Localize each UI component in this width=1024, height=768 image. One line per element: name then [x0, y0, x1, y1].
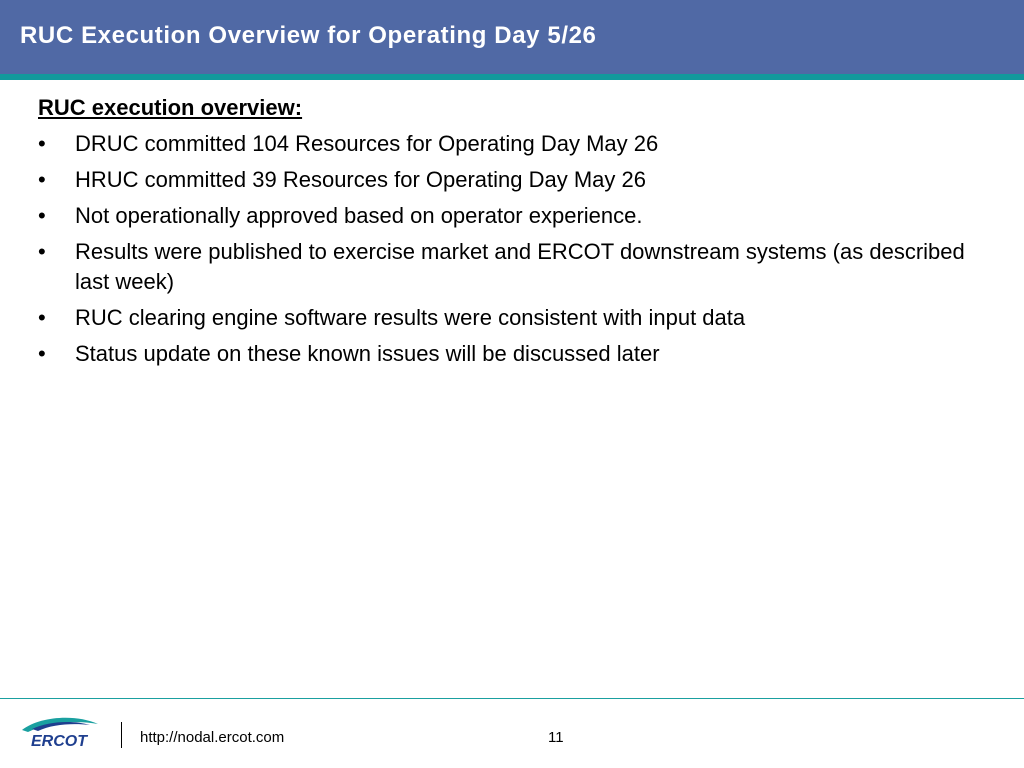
- bullet-dot-icon: •: [38, 305, 46, 330]
- bullet-text: Status update on these known issues will be discussed later: [75, 341, 660, 366]
- bullet-item: [38, 237, 988, 297]
- bullet-item: [38, 165, 988, 195]
- bullet-text: Not operationally approved based on operator experience.: [75, 203, 643, 228]
- footer-url: http://nodal.ercot.com: [140, 729, 285, 746]
- content-area: [38, 93, 988, 375]
- bullet-dot-icon: •: [38, 167, 46, 192]
- bullet-text: DRUC committed 104 Resources for Operating Day May 26: [75, 131, 659, 156]
- page-number: 11: [548, 729, 564, 746]
- bullet-item: [38, 201, 988, 231]
- footer-divider: [121, 722, 122, 748]
- bullet-dot-icon: •: [38, 341, 46, 366]
- ercot-logo: [18, 712, 100, 752]
- logo-wordmark: ERCOT: [31, 733, 87, 750]
- bullet-dot-icon: •: [38, 239, 46, 264]
- bullet-item: [38, 339, 988, 369]
- footer-rule: [0, 698, 1024, 699]
- bullet-item: [38, 303, 988, 333]
- slide-title: RUC Execution Overview for Operating Day 5/26: [20, 22, 597, 49]
- title-bar: [0, 0, 1024, 74]
- bullet-list: [38, 129, 988, 369]
- bullet-text: Results were published to exercise market and ERCOT downstream systems (as described last week): [75, 239, 965, 294]
- bullet-dot-icon: •: [38, 203, 46, 228]
- section-heading: RUC execution overview:: [38, 95, 303, 120]
- bullet-item: [38, 129, 988, 159]
- bullet-text: RUC clearing engine software results were consistent with input data: [75, 305, 746, 330]
- bullet-dot-icon: •: [38, 131, 46, 156]
- title-underline-rule: [0, 74, 1024, 80]
- bullet-text: HRUC committed 39 Resources for Operating Day May 26: [75, 167, 646, 192]
